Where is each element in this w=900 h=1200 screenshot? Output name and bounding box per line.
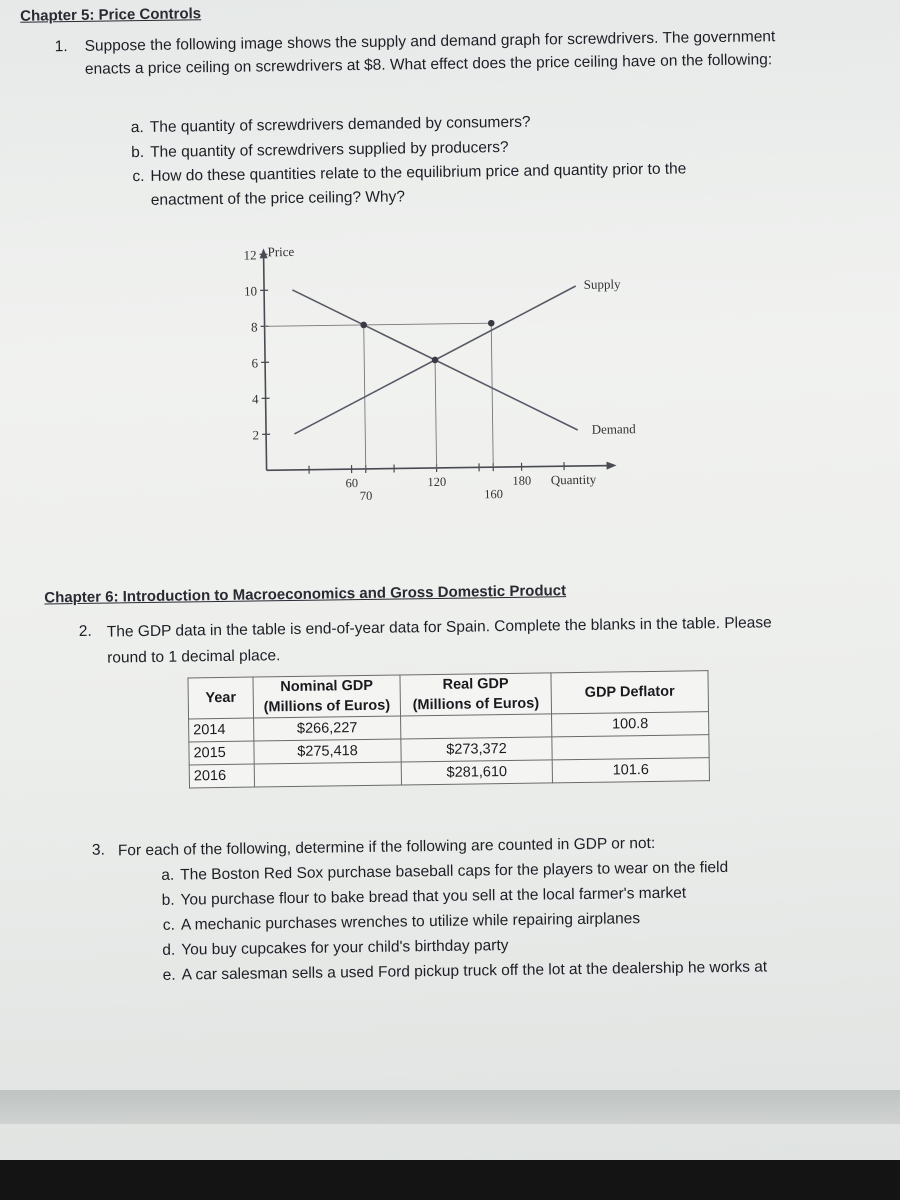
demand-label: Demand: [591, 421, 636, 437]
nominal-gdp-cell: $275,418: [254, 739, 401, 764]
gdp-deflator-cell: 100.8: [552, 712, 709, 737]
gdp-deflator-header: GDP Deflator: [551, 671, 709, 714]
gdp-deflator-cell: 101.6: [552, 758, 709, 783]
x-tick-label: 160: [484, 487, 504, 502]
question-3-item-c: [162, 907, 641, 936]
chart-points: [360, 320, 495, 364]
item-letter: b.: [131, 144, 145, 162]
screen-bezel: [0, 1160, 900, 1200]
y-axis-title: Price: [267, 243, 295, 260]
item-letter: a.: [130, 119, 144, 137]
item-text: A mechanic purchases wrenches to utilize while repairing airplanes: [180, 910, 641, 934]
real-gdp-unit: (Millions of Euros): [400, 693, 551, 716]
y-tick-label: 2: [252, 427, 260, 443]
year-cell: 2016: [189, 764, 254, 788]
quantity-guide-line: [435, 360, 437, 468]
intersection-point: [488, 320, 495, 327]
x-tick-label: 60: [345, 476, 359, 491]
x-axis-arrow: [607, 461, 617, 469]
intersection-point: [360, 322, 367, 329]
y-tick-label: 6: [251, 355, 259, 371]
supply-demand-chart: [203, 227, 647, 533]
quantity-guide-line: [491, 323, 493, 467]
item-text: enactment of the price ceiling? Why?: [150, 188, 406, 209]
question-1-text: Suppose the following image shows the supply and demand graph for screwdrivers. The government enacts a price ceiling on screwdrivers at $8. What effect does the price ceiling have on the following:: [84, 28, 776, 78]
question-2-number: 2.: [78, 622, 92, 640]
real-gdp-cell: $273,372: [401, 737, 552, 762]
y-tick-label: 10: [243, 283, 258, 299]
chapter-6-heading: Chapter 6: Introduction to Macroeconomics and Gross Domestic Product: [44, 582, 567, 607]
question-1-number: 1.: [54, 38, 68, 56]
chart-guides: [265, 323, 494, 470]
question-1-item-c-continued: [151, 185, 405, 212]
y-tick-label: 12: [243, 247, 257, 263]
gdp-deflator-cell: [552, 735, 709, 760]
y-axis: [264, 250, 267, 470]
x-tick-label: 70: [359, 488, 373, 504]
chapter-5-heading: Chapter 5: Price Controls: [20, 5, 202, 25]
year-header: Year: [188, 677, 254, 719]
item-letter: e.: [162, 966, 176, 984]
y-axis-arrow: [259, 248, 267, 258]
item-letter: c.: [132, 168, 145, 186]
x-axis: [267, 466, 611, 471]
nominal-gdp-header: Nominal GDP: [253, 675, 400, 698]
question-2-line-1: The GDP data in the table is end-of-year data for Spain. Complete the blanks in the table. Please: [106, 614, 772, 641]
y-tick-label: 8: [250, 319, 258, 335]
question-3-item-d: [162, 934, 509, 962]
screen-bottom-bar: [0, 1090, 900, 1124]
supply-label: Supply: [583, 276, 621, 292]
item-letter: b.: [161, 891, 175, 909]
question-1-item-a: [130, 111, 531, 139]
x-tick-label: 180: [512, 473, 532, 488]
item-text: You purchase flour to bake bread that you sell at the local farmer's market: [180, 884, 687, 909]
item-letter: a.: [161, 866, 175, 884]
item-text: How do these quantities relate to the equilibrium price and quantity prior to the: [150, 160, 687, 185]
gdp-table: [187, 670, 709, 788]
item-text: The quantity of screwdrivers demanded by consumers?: [149, 113, 531, 136]
chart-labels: [243, 239, 637, 504]
item-text: The quantity of screwdrivers supplied by producers?: [150, 138, 509, 161]
nominal-gdp-unit: (Millions of Euros): [253, 695, 400, 718]
x-tick-label: 120: [427, 474, 447, 490]
x-axis-title: Quantity: [550, 471, 597, 488]
item-text: You buy cupcakes for your child's birthday party: [181, 936, 509, 959]
nominal-gdp-cell: $266,227: [254, 716, 401, 741]
item-letter: d.: [162, 941, 176, 959]
question-3-text: For each of the following, determine if the following are counted in GDP or not:: [117, 834, 656, 860]
item-text: A car salesman sells a used Ford pickup truck off the lot at the dealership he works at: [181, 958, 768, 984]
real-gdp-cell: $281,610: [401, 760, 552, 785]
question-3-number: 3.: [91, 841, 105, 859]
nominal-gdp-cell: [254, 762, 401, 787]
price-ceiling-guide-line: [265, 323, 492, 326]
real-gdp-header: Real GDP: [400, 673, 551, 696]
y-tick-label: 4: [251, 391, 259, 407]
real-gdp-cell: [401, 714, 552, 739]
item-letter: c.: [162, 916, 176, 934]
year-cell: 2015: [189, 741, 254, 765]
item-text: The Boston Red Sox purchase baseball caps for the players to wear on the field: [180, 858, 729, 884]
intersection-point: [432, 357, 439, 364]
year-cell: 2014: [189, 718, 254, 742]
question-2-line-2: round to 1 decimal place.: [107, 647, 281, 667]
